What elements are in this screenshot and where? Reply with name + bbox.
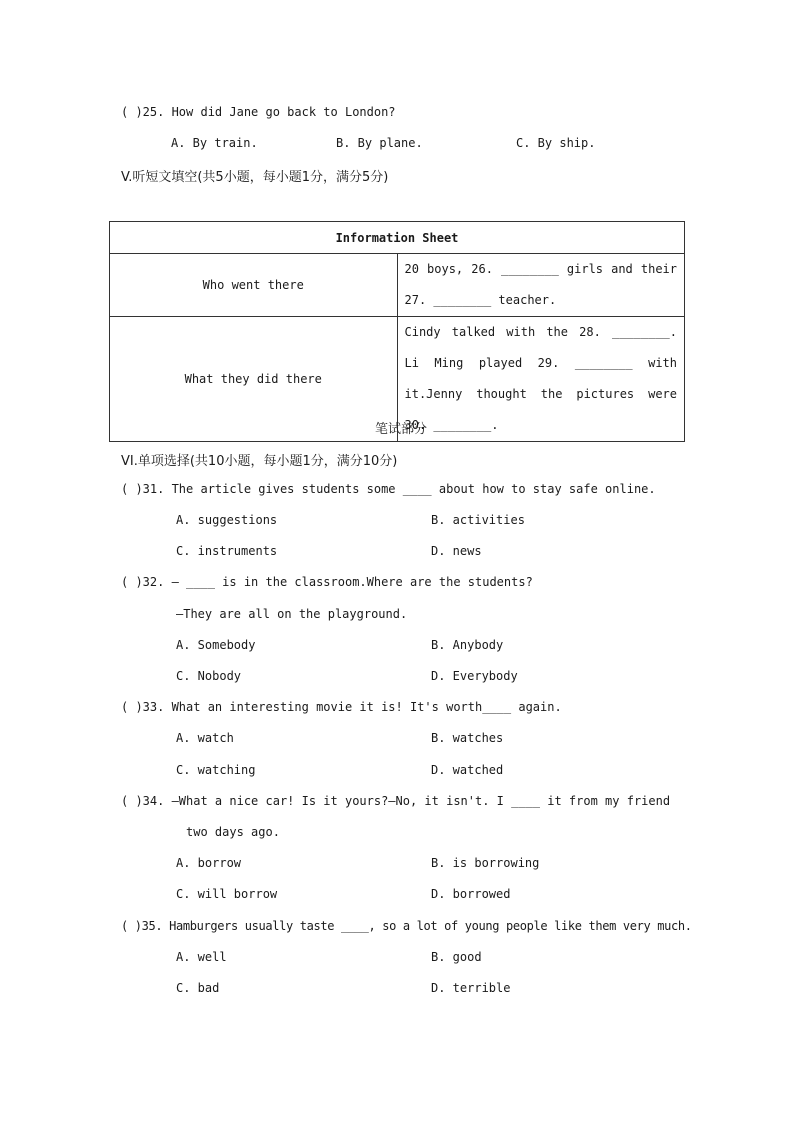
question-34-option-c: C. will borrow bbox=[176, 887, 278, 901]
section-6-title: VI.单项选择(共10小题，每小题1分，满分10分) bbox=[121, 454, 398, 469]
question-25-option-c: C. By ship. bbox=[516, 136, 596, 150]
question-33-option-b: B. watches bbox=[431, 731, 504, 745]
question-32-option-a: A. Somebody bbox=[176, 638, 256, 652]
row-who-label: Who went there bbox=[110, 254, 398, 317]
question-35-option-c: C. bad bbox=[176, 981, 220, 995]
written-part-title: 笔试部分 bbox=[375, 422, 428, 437]
question-32-stem-continued: —They are all on the playground. bbox=[176, 607, 408, 621]
question-35-option-a: A. well bbox=[176, 950, 227, 964]
question-33-option-a: A. watch bbox=[176, 731, 234, 745]
row-who-cell bbox=[397, 254, 685, 317]
question-32-option-d: D. Everybody bbox=[431, 669, 518, 683]
question-31-option-c: C. instruments bbox=[176, 544, 278, 558]
question-31-option-a: A. suggestions bbox=[176, 513, 278, 527]
question-25-option-a: A. By train. bbox=[171, 136, 258, 150]
information-sheet-header: Information Sheet bbox=[110, 222, 685, 254]
information-sheet-table bbox=[109, 221, 685, 442]
row-who-text: 20 boys, 26. ________ girls and their 27. ________ teacher. bbox=[404, 262, 677, 307]
question-34-stem-continued: two days ago. bbox=[186, 825, 280, 839]
question-34-option-a: A. borrow bbox=[176, 856, 242, 870]
row-what-cell bbox=[397, 317, 685, 442]
question-35-option-b: B. good bbox=[431, 950, 482, 964]
question-31-option-d: D. news bbox=[431, 544, 482, 558]
section-5-title: V.听短文填空(共5小题，每小题1分，满分5分) bbox=[121, 170, 389, 185]
question-34-option-d: D. borrowed bbox=[431, 887, 511, 901]
question-34-stem: ( )34. —What a nice car! Is it yours?—No, it isn't. I ____ it from my friend bbox=[121, 794, 671, 808]
row-what-label: What they did there bbox=[110, 317, 398, 442]
question-33-stem: ( )33. What an interesting movie it is! It's worth____ again. bbox=[121, 700, 562, 714]
row-what-text: Cindy talked with the 28. ________. Li Ming played 29. ________ with it.Jenny thought the pictures were 30. ________. bbox=[404, 325, 677, 432]
question-31-stem: ( )31. The article gives students some ____ about how to stay safe online. bbox=[121, 482, 656, 496]
question-25-option-b: B. By plane. bbox=[336, 136, 423, 150]
question-33-option-d: D. watched bbox=[431, 763, 504, 777]
question-32-stem: ( )32. — ____ is in the classroom.Where are the students? bbox=[121, 575, 533, 589]
question-25-stem: ( )25. How did Jane go back to London? bbox=[121, 105, 396, 119]
question-35-stem: ( )35. Hamburgers usually taste ____, so a lot of young people like them very much. bbox=[121, 919, 692, 933]
question-34-option-b: B. is borrowing bbox=[431, 856, 540, 870]
question-35-option-d: D. terrible bbox=[431, 981, 511, 995]
question-32-option-c: C. Nobody bbox=[176, 669, 242, 683]
question-31-option-b: B. activities bbox=[431, 513, 525, 527]
question-33-option-c: C. watching bbox=[176, 763, 256, 777]
question-32-option-b: B. Anybody bbox=[431, 638, 504, 652]
